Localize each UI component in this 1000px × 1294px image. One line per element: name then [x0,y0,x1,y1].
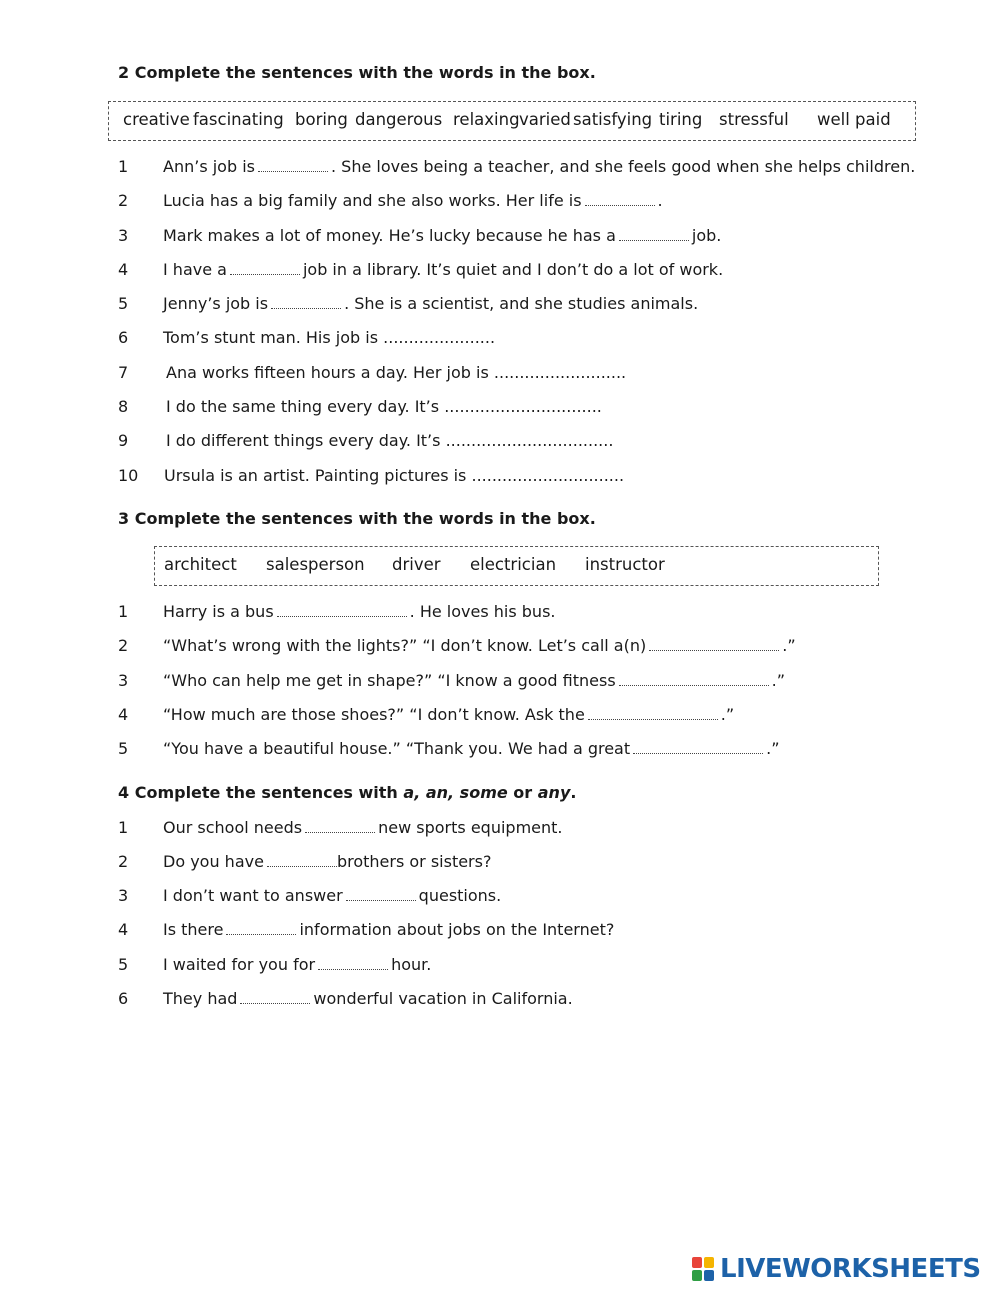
item-number: 4 [118,705,129,724]
answer-blank[interactable]: ...................... [383,328,496,347]
item-number: 6 [118,989,129,1008]
answer-blank[interactable] [271,294,341,309]
answer-blank[interactable] [240,989,310,1004]
exercise-4-sentence-5: I waited for you for hour. [163,955,432,974]
exercise-2-sentence-6: Tom’s stunt man. His job is ...................... [163,328,496,347]
item-number: 5 [118,294,129,313]
item-number: 10 [118,466,139,485]
exercise-3-sentence-3: “Who can help me get in shape?” “I know a good fitness .” [163,671,786,690]
answer-blank[interactable] [633,739,763,754]
word-salesperson: salesperson [266,555,365,574]
answer-blank[interactable] [585,191,655,206]
liveworksheets-logo [692,1254,992,1284]
word-boring: boring [295,110,348,129]
item-number: 3 [118,226,129,245]
exercise-3-sentence-5: “You have a beautiful house.” “Thank you. We had a great .” [163,739,780,758]
exercise-2-sentence-10: Ursula is an artist. Painting pictures is .............................. [164,466,625,485]
exercise-3-sentence-2: “What’s wrong with the lights?” “I don’t know. Let’s call a(n) .” [163,636,796,655]
word-architect: architect [164,555,237,574]
item-number: 1 [118,602,129,621]
answer-blank[interactable] [619,226,689,241]
exercise-4-sentence-2: Do you have brothers or sisters? [163,852,492,871]
word-creative: creative [123,110,190,129]
item-number: 2 [118,191,129,210]
liveworksheets-logo-icon [692,1257,716,1283]
answer-blank[interactable]: ................................. [445,431,614,450]
exercise-3-sentence-4: “How much are those shoes?” “I don’t know. Ask the .” [163,705,735,724]
answer-blank[interactable] [305,818,375,833]
word-varied: varied [519,110,571,129]
item-number: 5 [118,739,129,758]
exercise-4-sentence-6: They had wonderful vacation in California. [163,989,573,1008]
answer-blank[interactable] [258,157,328,172]
item-number: 5 [118,955,129,974]
exercise-3-heading: 3 Complete the sentences with the words in the box. [118,509,596,528]
exercise-2-sentence-1: Ann’s job is . She loves being a teacher, and she feels good when she helps children. [163,157,916,176]
exercise-4-sentence-3: I don’t want to answer questions. [163,886,502,905]
brand-name: LIVEWORKSHEETS [720,1254,981,1284]
answer-blank[interactable] [277,602,407,617]
word-tiring: tiring [659,110,703,129]
item-number: 1 [118,157,129,176]
answer-blank[interactable]: .............................. [471,466,625,485]
word-dangerous: dangerous [355,110,443,129]
exercise-4-sentence-1: Our school needs new sports equipment. [163,818,563,837]
answer-blank[interactable] [619,671,769,686]
answer-blank[interactable] [649,636,779,651]
exercise-3-sentence-1: Harry is a bus . He loves his bus. [163,602,556,621]
answer-blank[interactable] [267,852,337,867]
exercise-2-word-box [108,101,916,141]
exercise-4-heading: 4 Complete the sentences with a, an, some or any. [118,783,577,802]
word-stressful: stressful [719,110,789,129]
exercise-2-sentence-7: Ana works fifteen hours a day. Her job is .......................... [166,363,627,382]
answer-blank[interactable] [588,705,718,720]
exercise-2-sentence-2: Lucia has a big family and she also works. Her life is . [163,191,663,210]
item-number: 2 [118,852,129,871]
answer-blank[interactable] [346,886,416,901]
word-fascinating: fascinating [193,110,284,129]
item-number: 7 [118,363,129,382]
answer-blank[interactable]: .......................... [493,363,627,382]
exercise-2-sentence-5: Jenny’s job is . She is a scientist, and she studies animals. [163,294,699,313]
answer-blank[interactable] [230,260,300,275]
word-instructor: instructor [585,555,665,574]
answer-blank[interactable] [226,920,296,935]
word-driver: driver [392,555,441,574]
word-satisfying: satisfying [573,110,653,129]
item-number: 3 [118,886,129,905]
item-number: 1 [118,818,129,837]
exercise-2-heading: 2 Complete the sentences with the words in the box. [118,63,596,82]
exercise-2-sentence-9: I do different things every day. It’s ................................. [166,431,614,450]
answer-blank[interactable]: ............................... [444,397,602,416]
item-number: 4 [118,920,129,939]
exercise-2-sentence-3: Mark makes a lot of money. He’s lucky because he has a job. [163,226,722,245]
exercise-4-sentence-4: Is there information about jobs on the Internet? [163,920,615,939]
word-well-paid: well paid [817,110,891,129]
item-number: 3 [118,671,129,690]
item-number: 4 [118,260,129,279]
item-number: 8 [118,397,129,416]
answer-blank[interactable] [318,955,388,970]
exercise-3-word-box [154,546,879,586]
item-number: 2 [118,636,129,655]
item-number: 6 [118,328,129,347]
exercise-2-sentence-8: I do the same thing every day. It’s ............................... [166,397,602,416]
item-number: 9 [118,431,129,450]
word-relaxing: relaxing [453,110,520,129]
word-electrician: electrician [470,555,557,574]
exercise-2-sentence-4: I have a job in a library. It’s quiet and I don’t do a lot of work. [163,260,724,279]
